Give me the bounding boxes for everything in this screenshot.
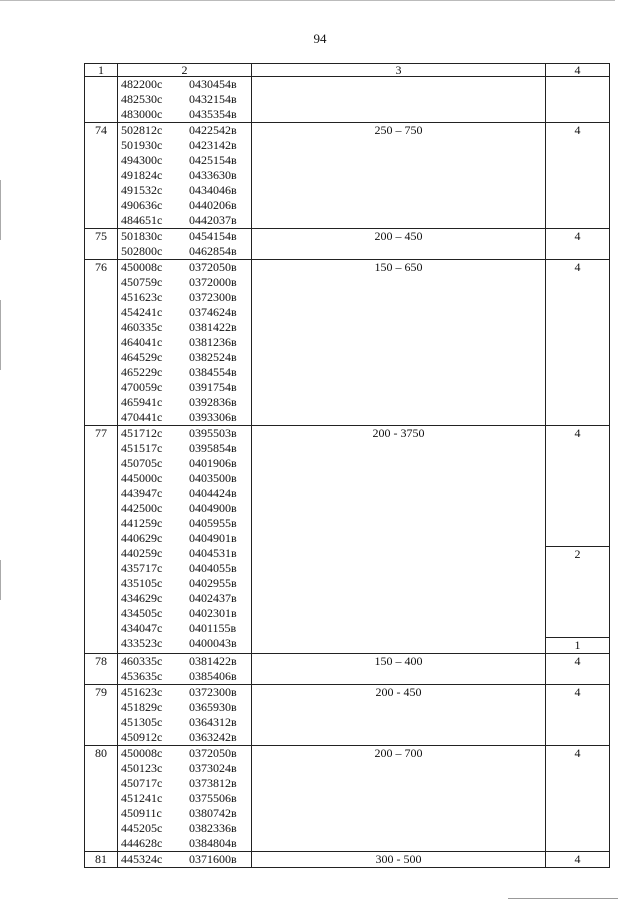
header-col-3: 3 bbox=[252, 64, 546, 77]
coordinate-pair bbox=[118, 471, 251, 486]
longitude-value: 0380742в bbox=[189, 806, 237, 820]
latitude-value: 440259с bbox=[121, 546, 163, 560]
coordinate-pair bbox=[118, 591, 251, 606]
latitude-value: 451712с bbox=[121, 426, 163, 440]
table-row bbox=[85, 260, 610, 426]
longitude-value: 0391754в bbox=[189, 380, 237, 394]
longitude-value: 0403500в bbox=[189, 471, 237, 485]
longitude-value: 0395503в bbox=[189, 426, 237, 440]
longitude-value: 0372000в bbox=[189, 275, 237, 289]
longitude-value: 0454154в bbox=[189, 229, 237, 243]
longitude-value: 0440206в bbox=[189, 198, 237, 212]
longitude-value: 0401906в bbox=[189, 456, 237, 470]
zone-column bbox=[546, 852, 610, 868]
latitude-value: 433523с bbox=[121, 636, 163, 650]
coordinate-list bbox=[118, 746, 252, 852]
coordinate-list bbox=[118, 229, 252, 260]
coordinate-list bbox=[118, 685, 252, 746]
table-row bbox=[85, 426, 610, 654]
zone-value: 4 bbox=[574, 852, 581, 866]
latitude-value: 445205с bbox=[121, 821, 163, 835]
longitude-value: 0373812в bbox=[189, 776, 237, 790]
latitude-value: 464529с bbox=[121, 350, 163, 364]
coordinate-pair bbox=[118, 546, 251, 561]
page-top-edge bbox=[0, 0, 615, 1]
longitude-value: 0402955в bbox=[189, 576, 237, 590]
latitude-value: 450911с bbox=[121, 806, 162, 820]
latitude-value: 464041с bbox=[121, 335, 163, 349]
latitude-value: 491532с bbox=[121, 183, 163, 197]
longitude-value: 0395854в bbox=[189, 441, 237, 455]
coordinate-pair bbox=[118, 77, 251, 92]
zone-value: 4 bbox=[574, 260, 581, 274]
row-number: 77 bbox=[85, 426, 118, 654]
latitude-value: 482530с bbox=[121, 92, 163, 106]
latitude-value: 451829с bbox=[121, 700, 163, 714]
latitude-value: 501830с bbox=[121, 229, 163, 243]
longitude-value: 0434046в bbox=[189, 183, 237, 197]
coordinate-pair bbox=[118, 123, 251, 138]
coordinate-list bbox=[118, 852, 252, 868]
longitude-value: 0372300в bbox=[189, 685, 237, 699]
latitude-value: 470441с bbox=[121, 410, 163, 424]
latitude-value: 490636с bbox=[121, 198, 163, 212]
row-number: 79 bbox=[85, 685, 118, 746]
latitude-value: 502812с bbox=[121, 123, 163, 137]
longitude-value: 0372050в bbox=[189, 260, 237, 274]
coordinate-pair bbox=[118, 821, 251, 836]
longitude-value: 0402437в bbox=[189, 591, 237, 605]
longitude-value: 0374624в bbox=[189, 305, 237, 319]
left-edge-mark bbox=[0, 300, 1, 370]
coordinate-pair bbox=[118, 776, 251, 791]
longitude-value: 0364312в bbox=[189, 715, 237, 729]
longitude-value: 0404424в bbox=[189, 486, 237, 500]
depth-range: 150 – 650 bbox=[252, 260, 546, 426]
longitude-value: 0363242в bbox=[189, 730, 237, 744]
longitude-value: 0435354в bbox=[189, 107, 237, 121]
coordinate-pair bbox=[118, 761, 251, 776]
table-row bbox=[85, 852, 610, 868]
row-number: 80 bbox=[85, 746, 118, 852]
zone-value: 4 bbox=[574, 229, 581, 243]
latitude-value: 440629с bbox=[121, 531, 163, 545]
coordinate-pair bbox=[118, 335, 251, 350]
zone-column bbox=[546, 77, 610, 123]
table-row bbox=[85, 229, 610, 260]
coordinate-pair bbox=[118, 806, 251, 821]
depth-range: 200 - 3750 bbox=[252, 426, 546, 654]
zone-value: 2 bbox=[546, 547, 609, 638]
zone-value: 4 bbox=[574, 746, 581, 760]
coordinate-pair bbox=[118, 441, 251, 456]
zone-column bbox=[546, 654, 610, 685]
coordinate-pair bbox=[118, 290, 251, 305]
latitude-value: 450717с bbox=[121, 776, 163, 790]
table-row bbox=[85, 654, 610, 685]
longitude-value: 0433630в bbox=[189, 168, 237, 182]
latitude-value: 465941с bbox=[121, 395, 163, 409]
coordinate-pair bbox=[118, 486, 251, 501]
coordinate-pair bbox=[118, 606, 251, 621]
zone-value: 4 bbox=[574, 685, 581, 699]
table-row bbox=[85, 685, 610, 746]
table-header-row bbox=[85, 64, 610, 77]
left-edge-mark bbox=[0, 180, 1, 240]
coordinate-pair bbox=[118, 395, 251, 410]
coordinate-pair bbox=[118, 244, 251, 259]
longitude-value: 0462854в bbox=[189, 244, 237, 258]
coordinate-pair bbox=[118, 198, 251, 213]
coordinate-pair bbox=[118, 380, 251, 395]
longitude-value: 0422542в bbox=[189, 123, 237, 137]
row-number: 76 bbox=[85, 260, 118, 426]
coordinate-pair bbox=[118, 229, 251, 244]
table-row bbox=[85, 746, 610, 852]
coordinate-pair bbox=[118, 791, 251, 806]
longitude-value: 0423142в bbox=[189, 138, 237, 152]
coordinate-pair bbox=[118, 350, 251, 365]
coordinate-pair bbox=[118, 852, 251, 867]
latitude-value: 470059с bbox=[121, 380, 163, 394]
coordinate-pair bbox=[118, 715, 251, 730]
zone-value: 1 bbox=[574, 638, 581, 652]
coordinate-pair bbox=[118, 836, 251, 851]
coordinate-pair bbox=[118, 92, 251, 107]
longitude-value: 0384804в bbox=[189, 836, 237, 850]
latitude-value: 450705с bbox=[121, 456, 163, 470]
latitude-value: 451623с bbox=[121, 290, 163, 304]
coordinate-pair bbox=[118, 636, 251, 651]
header-col-4: 4 bbox=[546, 64, 610, 77]
longitude-value: 0365930в bbox=[189, 700, 237, 714]
longitude-value: 0381422в bbox=[189, 654, 237, 668]
coordinate-pair bbox=[118, 621, 251, 636]
coordinate-pair bbox=[118, 730, 251, 745]
depth-range: 200 - 450 bbox=[252, 685, 546, 746]
latitude-value: 434047с bbox=[121, 621, 163, 635]
longitude-value: 0430454в bbox=[189, 77, 237, 91]
latitude-value: 435105с bbox=[121, 576, 163, 590]
zone-value: 4 bbox=[574, 123, 581, 137]
zone-column bbox=[546, 426, 610, 654]
latitude-value: 450123с bbox=[121, 761, 163, 775]
latitude-value: 451623с bbox=[121, 685, 163, 699]
zone-column bbox=[546, 260, 610, 426]
longitude-value: 0384554в bbox=[189, 365, 237, 379]
coordinate-pair bbox=[118, 426, 251, 441]
coordinate-pair bbox=[118, 501, 251, 516]
longitude-value: 0393306в bbox=[189, 410, 237, 424]
coordinate-list bbox=[118, 654, 252, 685]
longitude-value: 0381422в bbox=[189, 320, 237, 334]
table-row bbox=[85, 77, 610, 123]
latitude-value: 444628с bbox=[121, 836, 163, 850]
latitude-value: 454241с bbox=[121, 305, 163, 319]
latitude-value: 445324с bbox=[121, 852, 163, 866]
left-edge-mark bbox=[0, 560, 1, 600]
header-col-1: 1 bbox=[85, 64, 118, 77]
zone-value: 4 bbox=[574, 654, 581, 668]
coordinate-pair bbox=[118, 531, 251, 546]
coordinate-pair bbox=[118, 320, 251, 335]
coordinate-pair bbox=[118, 365, 251, 380]
longitude-value: 0432154в bbox=[189, 92, 237, 106]
coordinate-pair bbox=[118, 516, 251, 531]
latitude-value: 483000с bbox=[121, 107, 163, 121]
coordinate-list bbox=[118, 260, 252, 426]
longitude-value: 0442037в bbox=[189, 213, 237, 227]
coordinate-pair bbox=[118, 685, 251, 700]
zone-value bbox=[546, 77, 609, 122]
coordinate-pair bbox=[118, 700, 251, 715]
coordinate-pair bbox=[118, 260, 251, 275]
zone-column bbox=[546, 685, 610, 746]
page-number: 94 bbox=[313, 31, 327, 46]
zone-value: 4 bbox=[546, 426, 609, 547]
coordinates-table bbox=[84, 63, 610, 868]
longitude-value: 0381236в bbox=[189, 335, 237, 349]
coordinate-pair bbox=[118, 275, 251, 290]
coordinate-pair bbox=[118, 183, 251, 198]
latitude-value: 502800с bbox=[121, 244, 163, 258]
latitude-value: 484651с bbox=[121, 213, 163, 227]
latitude-value: 450759с bbox=[121, 275, 163, 289]
longitude-value: 0402301в bbox=[189, 606, 237, 620]
latitude-value: 443947с bbox=[121, 486, 163, 500]
longitude-value: 0405955в bbox=[189, 516, 237, 530]
longitude-value: 0404900в bbox=[189, 501, 237, 515]
page-bottom-rule bbox=[508, 898, 618, 899]
coordinate-list bbox=[118, 426, 252, 654]
depth-range: 150 – 400 bbox=[252, 654, 546, 685]
coordinate-pair bbox=[118, 669, 251, 684]
latitude-value: 434505с bbox=[121, 606, 163, 620]
coordinate-list bbox=[118, 77, 252, 123]
longitude-value: 0372300в bbox=[189, 290, 237, 304]
row-number: 78 bbox=[85, 654, 118, 685]
longitude-value: 0401155в bbox=[189, 621, 237, 635]
table-body bbox=[85, 77, 610, 868]
latitude-value: 434629с bbox=[121, 591, 163, 605]
longitude-value: 0392836в bbox=[189, 395, 237, 409]
latitude-value: 465229с bbox=[121, 365, 163, 379]
depth-range: 200 – 450 bbox=[252, 229, 546, 260]
zone-column bbox=[546, 229, 610, 260]
latitude-value: 494300с bbox=[121, 153, 163, 167]
latitude-value: 451241с bbox=[121, 791, 163, 805]
coordinate-pair bbox=[118, 561, 251, 576]
latitude-value: 460335с bbox=[121, 654, 163, 668]
latitude-value: 451305с bbox=[121, 715, 163, 729]
latitude-value: 441259с bbox=[121, 516, 163, 530]
zone-column bbox=[546, 123, 610, 229]
longitude-value: 0404055в bbox=[189, 561, 237, 575]
latitude-value: 445000с bbox=[121, 471, 163, 485]
coordinate-pair bbox=[118, 107, 251, 122]
longitude-value: 0425154в bbox=[189, 153, 237, 167]
longitude-value: 0372050в bbox=[189, 746, 237, 760]
table-row bbox=[85, 123, 610, 229]
latitude-value: 450008с bbox=[121, 746, 163, 760]
latitude-value: 460335с bbox=[121, 320, 163, 334]
longitude-value: 0400043в bbox=[189, 636, 237, 650]
longitude-value: 0371600в bbox=[189, 852, 237, 866]
latitude-value: 501930с bbox=[121, 138, 163, 152]
longitude-value: 0404901в bbox=[189, 531, 237, 545]
depth-range: 250 – 750 bbox=[252, 123, 546, 229]
latitude-value: 453635с bbox=[121, 669, 163, 683]
longitude-value: 0382524в bbox=[189, 350, 237, 364]
coordinate-pair bbox=[118, 456, 251, 471]
longitude-value: 0373024в bbox=[189, 761, 237, 775]
latitude-value: 451517с bbox=[121, 441, 163, 455]
depth-range: 200 – 700 bbox=[252, 746, 546, 852]
coordinate-pair bbox=[118, 410, 251, 425]
coordinate-pair bbox=[118, 576, 251, 591]
longitude-value: 0375506в bbox=[189, 791, 237, 805]
longitude-value: 0382336в bbox=[189, 821, 237, 835]
row-number: 74 bbox=[85, 123, 118, 229]
coordinate-pair bbox=[118, 168, 251, 183]
coordinate-list bbox=[118, 123, 252, 229]
coordinate-pair bbox=[118, 305, 251, 320]
longitude-value: 0404531в bbox=[189, 546, 237, 560]
coordinate-pair bbox=[118, 138, 251, 153]
coordinate-pair bbox=[118, 746, 251, 761]
depth-range bbox=[252, 77, 546, 123]
latitude-value: 435717с bbox=[121, 561, 163, 575]
row-number: 81 bbox=[85, 852, 118, 868]
coordinate-pair bbox=[118, 654, 251, 669]
coordinate-pair bbox=[118, 213, 251, 228]
latitude-value: 442500с bbox=[121, 501, 163, 515]
latitude-value: 450912с bbox=[121, 730, 163, 744]
row-number bbox=[85, 77, 118, 123]
header-col-2: 2 bbox=[118, 64, 252, 77]
latitude-value: 491824с bbox=[121, 168, 163, 182]
zone-column bbox=[546, 746, 610, 852]
row-number: 75 bbox=[85, 229, 118, 260]
latitude-value: 450008с bbox=[121, 260, 163, 274]
coordinate-pair bbox=[118, 153, 251, 168]
longitude-value: 0385406в bbox=[189, 669, 237, 683]
depth-range: 300 - 500 bbox=[252, 852, 546, 868]
latitude-value: 482200с bbox=[121, 77, 163, 91]
